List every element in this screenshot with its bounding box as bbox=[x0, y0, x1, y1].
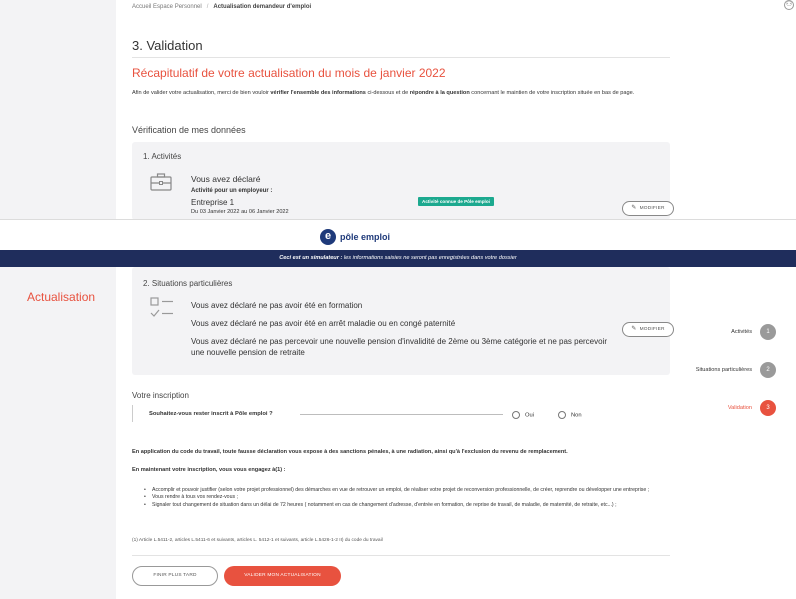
title-divider bbox=[132, 57, 670, 58]
inscription-title: Votre inscription bbox=[132, 391, 189, 400]
breadcrumb bbox=[132, 4, 311, 10]
footer-divider bbox=[132, 555, 670, 556]
situation-item: Vous avez déclaré ne pas avoir été en formation bbox=[191, 301, 363, 310]
activites-title: 1. Activités bbox=[143, 152, 182, 161]
logo-icon: e bbox=[320, 229, 336, 245]
breadcrumb-current: Actualisation demandeur d'emploi bbox=[213, 4, 312, 10]
page-title: 3. Validation bbox=[132, 38, 203, 53]
known-activity-badge: Activité connue de Pôle emploi bbox=[418, 197, 494, 206]
validate-button[interactable]: VALIDER MON ACTUALISATION bbox=[224, 566, 341, 586]
question-divider bbox=[300, 414, 503, 415]
modify-activites-button[interactable]: ✎ MODIFIER bbox=[622, 201, 674, 216]
sidebar-title: Actualisation bbox=[27, 290, 96, 304]
activity-company: Entreprise 1 bbox=[191, 198, 235, 207]
legal-commitment: En maintenant votre inscription, vous vous engagez à(1) : bbox=[132, 467, 286, 473]
radio-oui[interactable]: Oui bbox=[512, 411, 534, 419]
breadcrumb-home[interactable]: Accueil Espace Personnel bbox=[132, 4, 202, 10]
finish-later-button[interactable]: FINIR PLUS TARD bbox=[132, 566, 218, 586]
main-content bbox=[116, 0, 796, 599]
modify-situations-button[interactable]: ✎ MODIFIER bbox=[622, 322, 674, 337]
step-number: 1 bbox=[760, 324, 776, 340]
situation-item: Vous avez déclaré ne pas avoir été en arrêt maladie ou en congé paternité bbox=[191, 319, 456, 328]
activity-dates: Du 03 Janvier 2022 au 06 Janvier 2022 bbox=[191, 209, 289, 215]
pencil-icon: ✎ bbox=[631, 326, 637, 332]
logo-text: pôle emploi bbox=[340, 232, 391, 242]
activites-declared: Vous avez déclaré bbox=[191, 174, 261, 184]
inscription-question-row bbox=[132, 405, 670, 422]
step-number: 2 bbox=[760, 362, 776, 378]
activites-card bbox=[132, 142, 670, 220]
step-number: 3 bbox=[760, 400, 776, 416]
legal-footnote: (1) Article L.5411-2, articles L.5411-6 et suivants, articles L. 5412-1 et suivants, article L.5426-1-2 II) du code du travail bbox=[132, 538, 383, 543]
list-item: • Accomplir et pouvoir justifier (selon votre projet professionnel) des démarches en vue de retrouver un emploi, de réaliser votre projet de reconversion professionnelle, de créer, reprendre ou développer une entreprise ; bbox=[144, 487, 654, 494]
radio-circle[interactable] bbox=[558, 411, 566, 419]
list-item: • Signaler tout changement de situation dans un délai de 72 heures ( notamment en cas de changement d'adresse, d'entrée en formation, de reprise de travail, de maladie, de maternité, de retraite, etc...) ; bbox=[144, 502, 654, 509]
intro-text: Afin de valider votre actualisation, merci de bien vouloir vérifier l'ensemble des informations ci-dessous et de répondre à la question concernant le maintien de votre inscription située en bas de page. bbox=[132, 90, 635, 96]
site-header bbox=[0, 219, 796, 250]
briefcase-icon bbox=[150, 173, 172, 191]
activity-label: Activité pour un employeur : bbox=[191, 188, 273, 194]
breadcrumb-separator: / bbox=[206, 4, 209, 10]
simulator-banner: Ceci est un simulateur : les informations saisies ne seront pas enregistrées dans votre dossier bbox=[0, 250, 796, 267]
situations-title: 2. Situations particulières bbox=[143, 279, 233, 288]
checklist-icon bbox=[149, 296, 175, 322]
list-item: • Vous rendre à tous vos rendez-vous ; bbox=[144, 494, 654, 501]
verification-title: Vérification de mes données bbox=[132, 125, 246, 135]
legal-warning: En application du code du travail, toute fausse déclaration vous expose à des sanctions pénales, à une radiation, ainsi qu'à l'exclusion du revenu de remplacement. bbox=[132, 449, 568, 455]
radio-circle[interactable] bbox=[512, 411, 520, 419]
commitment-list bbox=[144, 487, 654, 509]
inscription-question: Souhaitez-vous rester inscrit à Pôle emploi ? bbox=[149, 411, 273, 417]
radio-non[interactable]: Non bbox=[558, 411, 582, 419]
situations-card bbox=[132, 267, 670, 375]
user-icon[interactable]: ⚇ bbox=[785, 1, 793, 8]
situation-item: Vous avez déclaré ne pas percevoir une nouvelle pension d'invalidité de 2ème ou 3ème catégorie et ne pas percevoir une nouvelle pension de retraite bbox=[191, 337, 608, 357]
recap-title: Récapitulatif de votre actualisation du mois de janvier 2022 bbox=[132, 66, 446, 80]
pencil-icon: ✎ bbox=[631, 205, 637, 211]
